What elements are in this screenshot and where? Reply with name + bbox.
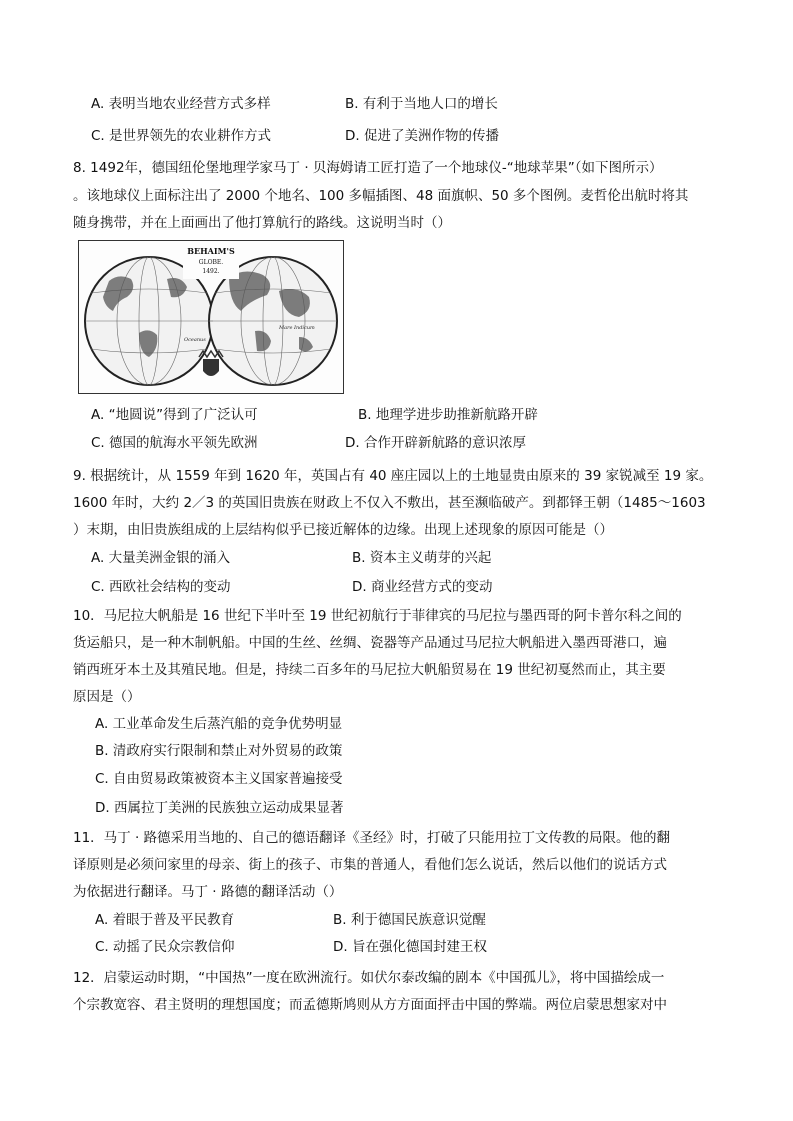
q10-option-c: C. 自由贸易政策被资本主义国家普遍接受 xyxy=(95,771,343,787)
svg-text:Mare Indicum: Mare Indicum xyxy=(279,325,315,331)
figure-title-line-2: GLOBE. xyxy=(198,259,224,266)
q8-option-a: A. “地圆说”得到了广泛认可 xyxy=(91,407,258,423)
q8-option-d: D. 合作开辟新航路的意识浓厚 xyxy=(345,435,526,451)
q9-stem-line-3: ）末期，由旧贵族组成的上层结构似乎已接近解体的边缘。出现上述现象的原因可能是（） xyxy=(73,522,613,538)
behaim-globe-figure xyxy=(78,240,344,394)
q9-stem-line-2: 1600 年时，大约 2／3 的英国旧贵族在财政上不仅入不敷出，甚至濒临破产。到都铎王朝（1485～1603 xyxy=(73,495,706,511)
q8-stem-line-1: 8. 1492年，德国纽伦堡地理学家马丁 · 贝海姆请工匠打造了一个地球仪-“地球苹果”（如下图所示） xyxy=(73,160,663,176)
q10-option-d: D. 西属拉丁美洲的民族独立运动成果显著 xyxy=(95,800,344,816)
q7-option-a: A. 表明当地农业经营方式多样 xyxy=(91,96,271,112)
q8-stem-line-2: 。该地球仪上面标注出了 2000 个地名、100 多幅插图、48 面旗帜、50 多个图例。麦哲伦出航时将其 xyxy=(73,188,689,204)
q10-option-a: A. 工业革命发生后蒸汽船的竞争优势明显 xyxy=(95,716,343,732)
q7-option-c: C. 是世界领先的农业耕作方式 xyxy=(91,128,272,144)
q10-stem-line-1: 10．马尼拉大帆船是 16 世纪下半叶至 19 世纪初航行于菲律宾的马尼拉与墨西哥的阿卡普尔科之间的 xyxy=(73,608,682,624)
globe-illustration xyxy=(79,241,343,393)
q8-option-b: B. 地理学进步助推新航路开辟 xyxy=(358,407,538,423)
q12-stem-line-1: 12．启蒙运动时期，“中国热”一度在欧洲流行。如伏尔泰改编的剧本《中国孤儿》，将中国描绘成一 xyxy=(73,970,665,986)
q10-option-b: B. 清政府实行限制和禁止对外贸易的政策 xyxy=(95,743,343,759)
q7-option-b: B. 有利于当地人口的增长 xyxy=(345,96,498,112)
q11-option-d: D. 旨在强化德国封建王权 xyxy=(333,939,487,955)
svg-text:Oceanus: Oceanus xyxy=(184,337,206,343)
q11-option-b: B. 利于德国民族意识觉醒 xyxy=(333,912,486,928)
q10-stem-line-2: 货运船只，是一种木制帆船。中国的生丝、丝绸、瓷器等产品通过马尼拉大帆船进入墨西哥港口，遍 xyxy=(73,635,667,651)
q11-stem-line-3: 为依据进行翻译。马丁 · 路德的翻译活动（） xyxy=(73,884,343,900)
q9-option-a: A. 大量美洲金银的涌入 xyxy=(91,550,231,566)
q8-option-c: C. 德国的航海水平领先欧洲 xyxy=(91,435,258,451)
q8-stem-line-3: 随身携带，并在上面画出了他打算航行的路线。这说明当时（） xyxy=(73,215,451,231)
figure-title-line-1: BEHAIM'S xyxy=(187,246,235,256)
q9-option-c: C. 西欧社会结构的变动 xyxy=(91,579,231,595)
q10-stem-line-4: 原因是（） xyxy=(73,689,141,705)
q7-option-d: D. 促进了美洲作物的传播 xyxy=(345,128,499,144)
q10-stem-line-3: 销西班牙本土及其殖民地。但是，持续二百多年的马尼拉大帆船贸易在 19 世纪初戛然而止，其主要 xyxy=(73,662,666,678)
q11-option-c: C. 动摇了民众宗教信仰 xyxy=(95,939,235,955)
q9-option-b: B. 资本主义萌芽的兴起 xyxy=(352,550,492,566)
q9-stem-line-1: 9. 根据统计，从 1559 年到 1620 年，英国占有 40 座庄园以上的土地显贵由原来的 39 家锐减至 19 家。 xyxy=(73,468,713,484)
figure-title-line-3: 1492. xyxy=(202,268,220,275)
q9-option-d: D. 商业经营方式的变动 xyxy=(352,579,493,595)
q11-stem-line-1: 11．马丁 · 路德采用当地的、自己的德语翻译《圣经》时，打破了只能用拉丁文传教的局限。他的翻 xyxy=(73,830,671,846)
q11-stem-line-2: 译原则是必须问家里的母亲、街上的孩子、市集的普通人，看他们怎么说话，然后以他们的说话方式 xyxy=(73,857,667,873)
q11-option-a: A. 着眼于普及平民教育 xyxy=(95,912,235,928)
q12-stem-line-2: 个宗教宽容、君主贤明的理想国度；而孟德斯鸠则从方方面面抨击中国的弊端。两位启蒙思想家对中 xyxy=(73,997,667,1013)
